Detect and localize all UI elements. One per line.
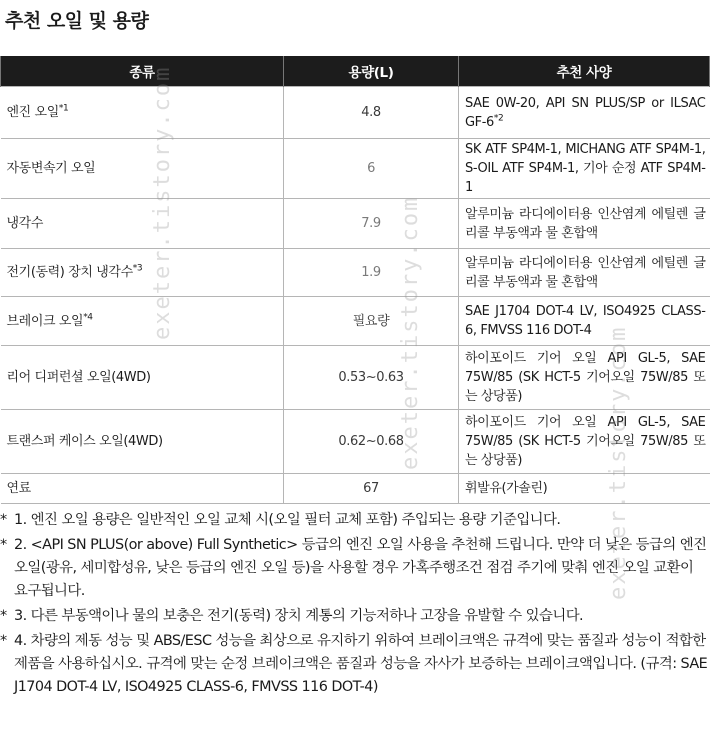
header-spec: 추천 사양 — [459, 56, 710, 87]
oil-capacity-table — [0, 56, 710, 504]
row-type: 전기(동력) 장치 냉각수$^{*3}$ — [1, 249, 284, 297]
row-type: 연료 — [1, 474, 284, 504]
table-row — [1, 410, 710, 474]
table-row — [1, 139, 710, 199]
footnote-asterisk: * — [0, 608, 7, 624]
row-type: 브레이크 오일$^{*4}$ — [1, 297, 284, 346]
footnotes — [0, 509, 709, 701]
table-row — [1, 474, 710, 504]
row-capacity: 0.62~0.68 — [284, 410, 459, 474]
footnote-mark: *2 — [493, 113, 504, 124]
row-spec: SAE J1704 DOT-4 LV, ISO4925 CLASS-6, FMVSS 116 DOT-4 — [459, 297, 710, 346]
table-header-row — [1, 56, 710, 87]
footnote-text: 1. 엔진 오일 용량은 일반적인 오일 교체 시(오일 필터 교체 포함) 주입되는 용량 기준입니다. — [14, 512, 561, 528]
table-row — [1, 199, 710, 249]
row-capacity: 1.9 — [284, 249, 459, 297]
footnote-asterisk: * — [0, 633, 7, 649]
footnote-item — [0, 534, 709, 603]
footnote-item — [0, 630, 709, 699]
footnote-mark: *4 — [83, 312, 93, 323]
footnote-asterisk: * — [0, 537, 7, 553]
footnote-item — [0, 605, 709, 628]
footnote-asterisk: * — [0, 512, 7, 528]
row-spec: 하이포이드 기어 오일 API GL-5, SAE 75W/85 (SK HCT-5 기어오일 75W/85 또는 상당품) — [459, 346, 710, 410]
row-capacity: 필요량 — [284, 297, 459, 346]
footnote-text: 4. 차량의 제동 성능 및 ABS/ESC 성능을 최상으로 유지하기 위하여 브레이크액은 규격에 맞는 품질과 성능이 적합한 제품을 사용하십시오. 규격에 맞는 순정 브레이크액은 품질과 성능을 자사가 보증하는 브레이크액입니다. (규격: SAE J1704 DOT-4 LV, ISO4925 CLASS-6, FMVSS 116 DOT-4) — [14, 633, 708, 695]
header-type: 종류 — [1, 56, 284, 87]
table-row — [1, 346, 710, 410]
footnote-mark: *1 — [58, 103, 69, 114]
row-spec: 하이포이드 기어 오일 API GL-5, SAE 75W/85 (SK HCT-5 기어오일 75W/85 또는 상당품) — [459, 410, 710, 474]
row-spec: SK ATF SP4M-1, MICHANG ATF SP4M-1, S-OIL ATF SP4M-1, 기아 순정 ATF SP4M-1 — [459, 139, 710, 199]
header-capacity: 용량(L) — [284, 56, 459, 87]
footnote-text: 2. <API SN PLUS(or above) Full Synthetic> 등급의 엔진 오일 사용을 추천해 드립니다. 만약 더 낮은 등급의 엔진 오일(광유, 세미합성유, 낮은 등급의 엔진 오일 등)을 사용할 경우 가혹주행조건 점검 주기에 맞춰 엔진 오일 교환이 요구됩니다. — [14, 537, 707, 599]
row-spec: 알루미늄 라디에이터용 인산염계 에틸렌 글리콜 부동액과 물 혼합액 — [459, 199, 710, 249]
table-row — [1, 87, 710, 139]
row-type: 트랜스퍼 케이스 오일(4WD) — [1, 410, 284, 474]
row-capacity: 7.9 — [284, 199, 459, 249]
row-type: 자동변속기 오일 — [1, 139, 284, 199]
watermark-text: exeter.tistory.com — [398, 195, 423, 470]
row-capacity: 4.8 — [284, 87, 459, 139]
table-row — [1, 297, 710, 346]
footnote-mark: *3 — [132, 263, 143, 274]
footnote-text: 3. 다른 부동액이나 물의 보충은 전기(동력) 장치 계통의 기능저하나 고장을 유발할 수 있습니다. — [14, 608, 584, 624]
watermark-text: exeter.tistory.com — [606, 325, 631, 600]
table-row — [1, 249, 710, 297]
watermark-text: exeter.tistory.com — [150, 65, 175, 340]
row-capacity: 67 — [284, 474, 459, 504]
row-spec: 휘발유(가솔린) — [459, 474, 710, 504]
row-capacity: 0.53~0.63 — [284, 346, 459, 410]
page-title: 추천 오일 및 용량 — [5, 10, 149, 32]
footnote-item — [0, 509, 709, 532]
row-type: 엔진 오일$^{*1}$ — [1, 87, 284, 139]
row-capacity: 6 — [284, 139, 459, 199]
row-type: 냉각수 — [1, 199, 284, 249]
row-type: 리어 디퍼런셜 오일(4WD) — [1, 346, 284, 410]
row-spec: SAE 0W-20, API SN PLUS/SP or ILSAC GF-6$^{*2}$ — [459, 87, 710, 139]
row-spec: 알루미늄 라디에이터용 인산염계 에틸렌 글리콜 부동액과 물 혼합액 — [459, 249, 710, 297]
